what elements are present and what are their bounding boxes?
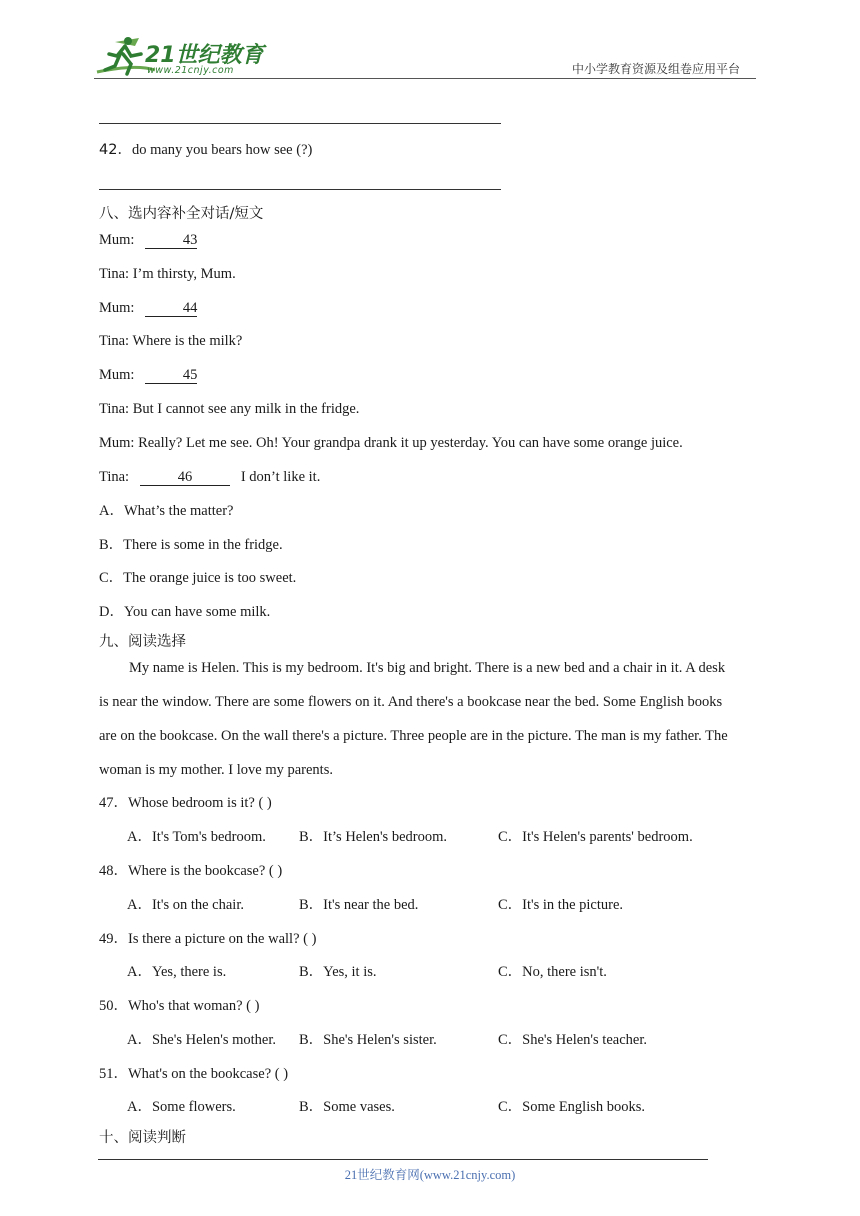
dialog-line: Tina: But I cannot see any milk in the fridge. [99,401,360,417]
option-b: B．It’s Helen's bedroom. [299,829,447,845]
option-a: A．It's on the chair. [127,897,244,913]
dialog-line: Tina: I’m thirsty, Mum. [99,266,236,282]
site-logo [95,34,265,78]
option-c: C．It's in the picture. [498,897,624,913]
option-c: C．It's Helen's parents' bedroom. [498,829,693,845]
option-d: D．You can have some milk. [99,604,271,620]
option-a: A．It's Tom's bedroom. [127,829,266,845]
dialog-line [99,299,197,317]
option-b: B．Yes, it is. [299,964,377,980]
header-divider [94,78,756,79]
blank-44: 44 [145,301,197,317]
option-b: B．There is some in the fridge. [99,537,283,553]
option-c: C．The orange juice is too sweet. [99,570,297,586]
answer-line [99,123,501,124]
question-50: 50．Who's that woman? ( ) [99,998,260,1014]
speaker: Mum: [99,300,135,316]
speaker: Tina: [99,469,130,485]
question-42 [99,141,312,159]
question-51: 51．What's on the bookcase? ( ) [99,1066,289,1082]
option-a: A．Some flowers. [127,1099,236,1115]
logo-url: www.21cnjy.com [147,65,234,76]
option-b: B．She's Helen's sister. [299,1032,437,1048]
blank-46: 46 [140,470,230,486]
logo-title: 21世纪教育 [145,43,264,68]
section-title: 九、阅读选择 [99,634,186,650]
question-number: 42． [99,142,132,158]
dialog-line: Mum: Really? Let me see. Oh! Your grandpa drank it up yesterday. You can have some orange juice. [99,435,683,451]
speaker: Mum: [99,367,135,383]
passage-line: woman is my mother. I love my parents. [99,762,333,778]
question-49: 49．Is there a picture on the wall? ( ) [99,931,317,947]
passage-line: are on the bookcase. On the wall there's a picture. Three people are in the picture. The man is my father. The [99,728,728,744]
option-c: C．No, there isn't. [498,964,607,980]
section-title: 八、选内容补全对话/短文 [99,206,264,222]
question-text: do many you bears how see (?) [131,142,313,158]
section-title: 十、阅读判断 [99,1130,186,1146]
speaker: Mum: [99,232,135,248]
footer-link[interactable]: 21世纪教育网(www.21cnjy.com) [344,1168,516,1182]
option-a: A．What’s the matter? [99,503,234,519]
blank-43: 43 [145,233,197,249]
header-platform-text: 中小学教育资源及组卷应用平台 [572,62,741,76]
dialog-text: I don’t like it. [240,469,321,485]
dialog-line [99,468,320,486]
dialog-line [99,366,197,384]
dialog-line [99,231,197,249]
passage-line: My name is Helen. This is my bedroom. It's big and bright. There is a new bed and a chair in it. A desk [129,660,726,676]
option-b: B．It's near the bed. [299,897,419,913]
option-c: C．She's Helen's teacher. [498,1032,647,1048]
option-a: A．Yes, there is. [127,964,227,980]
question-48: 48．Where is the bookcase? ( ) [99,863,283,879]
passage-line: is near the window. There are some flowers on it. And there's a bookcase near the bed. Some English books [99,694,723,710]
option-c: C．Some English books. [498,1099,646,1115]
dialog-line: Tina: Where is the milk? [99,333,243,349]
option-a: A．She's Helen's mother. [127,1032,277,1048]
question-47: 47．Whose bedroom is it? ( ) [99,795,272,811]
blank-45: 45 [145,368,197,384]
footer-divider [98,1159,708,1160]
answer-line [99,189,501,190]
option-b: B．Some vases. [299,1099,395,1115]
